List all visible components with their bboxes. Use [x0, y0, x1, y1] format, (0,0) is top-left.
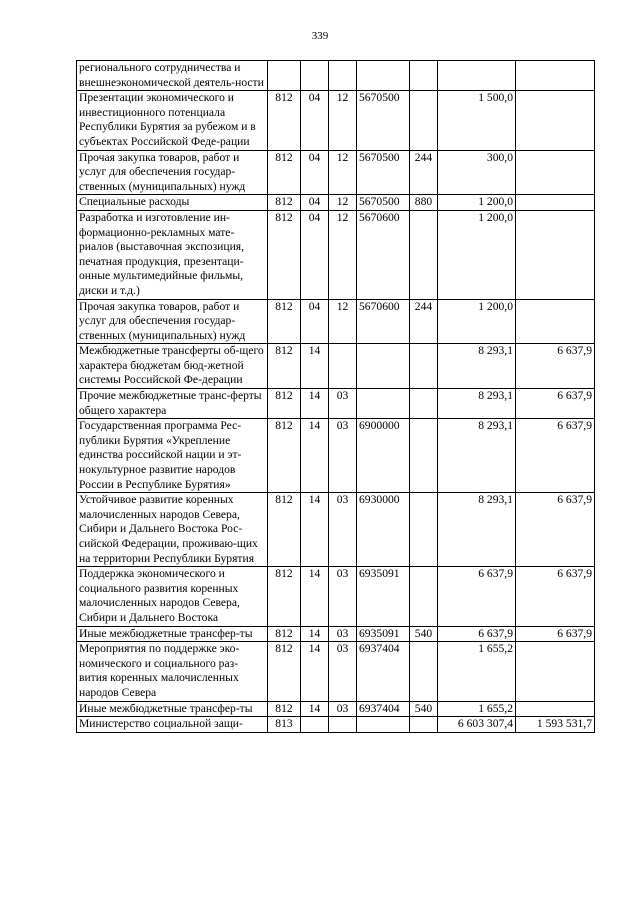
cell-target-article [357, 389, 410, 419]
cell-name: Иные межбюджетные трансфер-ты [77, 701, 268, 717]
table-row [77, 567, 595, 626]
table-row [77, 493, 595, 567]
cell-amount-total: 8 293,1 [438, 344, 516, 389]
table-row [77, 389, 595, 419]
cell-name: Государственная программа Рес-публики Бурятия «Укрепление единства российской нации и эт-нокультурное развитие народов России в Республике Бурятия» [77, 419, 268, 493]
cell-name: Разработка и изготовление ин-формационно-рекламных мате-риалов (выставочная экспозиция, печатная продукция, презентаци-онные мультимедийные фильмы, диски и т.д.) [77, 210, 268, 299]
cell-target-article: 5670600 [357, 210, 410, 299]
cell-amount-federal: 6 637,9 [516, 567, 595, 626]
cell-subsection-code: 03 [329, 567, 357, 626]
cell-amount-total: 6 637,9 [438, 567, 516, 626]
cell-target-article: 5670500 [357, 195, 410, 211]
cell-ministry-code: 812 [268, 210, 301, 299]
cell-subsection-code: 03 [329, 701, 357, 717]
cell-ministry-code [268, 61, 301, 91]
cell-name: Межбюджетные трансферты об-щего характера бюджетам бюд-жетной системы Российской Фе-дерации [77, 344, 268, 389]
cell-subsection-code: 03 [329, 419, 357, 493]
cell-subsection-code: 12 [329, 150, 357, 195]
cell-section-code: 14 [301, 626, 329, 642]
cell-target-article: 6935091 [357, 626, 410, 642]
cell-ministry-code: 812 [268, 567, 301, 626]
cell-ministry-code: 812 [268, 389, 301, 419]
table-row [77, 626, 595, 642]
cell-amount-total: 6 603 307,4 [438, 717, 516, 733]
cell-section-code: 04 [301, 210, 329, 299]
cell-subsection-code [329, 717, 357, 733]
cell-name: Прочая закупка товаров, работ и услуг для обеспечения государ-ственных (муниципальных) нужд [77, 299, 268, 344]
cell-amount-federal [516, 642, 595, 701]
cell-amount-total: 1 200,0 [438, 210, 516, 299]
cell-section-code: 14 [301, 389, 329, 419]
cell-expense-type [410, 344, 438, 389]
cell-section-code: 04 [301, 91, 329, 150]
cell-ministry-code: 813 [268, 717, 301, 733]
cell-target-article: 6900000 [357, 419, 410, 493]
cell-amount-federal: 6 637,9 [516, 344, 595, 389]
cell-subsection-code: 03 [329, 493, 357, 567]
table-row [77, 150, 595, 195]
cell-amount-total: 1 655,2 [438, 701, 516, 717]
cell-amount-federal: 1 593 531,7 [516, 717, 595, 733]
cell-amount-total: 1 200,0 [438, 195, 516, 211]
cell-section-code: 14 [301, 493, 329, 567]
cell-target-article: 5670600 [357, 299, 410, 344]
cell-amount-total [438, 61, 516, 91]
cell-target-article: 6930000 [357, 493, 410, 567]
cell-section-code: 14 [301, 419, 329, 493]
cell-section-code: 04 [301, 299, 329, 344]
cell-name: Иные межбюджетные трансфер-ты [77, 626, 268, 642]
cell-target-article: 5670500 [357, 91, 410, 150]
table-row [77, 344, 595, 389]
cell-amount-federal: 6 637,9 [516, 419, 595, 493]
cell-amount-federal [516, 61, 595, 91]
cell-section-code: 04 [301, 150, 329, 195]
cell-amount-total: 8 293,1 [438, 493, 516, 567]
cell-subsection-code: 12 [329, 210, 357, 299]
cell-section-code: 14 [301, 642, 329, 701]
cell-amount-federal [516, 701, 595, 717]
table-row [77, 61, 595, 91]
cell-expense-type [410, 567, 438, 626]
cell-target-article: 5670500 [357, 150, 410, 195]
cell-subsection-code [329, 61, 357, 91]
cell-name: Презентации экономического и инвестиционного потенциала Республики Бурятия за рубежом и в субъектах Российской Феде-рации [77, 91, 268, 150]
table-row [77, 210, 595, 299]
cell-section-code: 14 [301, 344, 329, 389]
cell-amount-total: 8 293,1 [438, 389, 516, 419]
cell-expense-type: 244 [410, 150, 438, 195]
cell-amount-total: 1 500,0 [438, 91, 516, 150]
cell-name: Специальные расходы [77, 195, 268, 211]
budget-table-body [77, 61, 595, 733]
cell-amount-total: 1 655,2 [438, 642, 516, 701]
cell-section-code: 14 [301, 701, 329, 717]
cell-expense-type: 540 [410, 626, 438, 642]
cell-subsection-code: 12 [329, 91, 357, 150]
cell-ministry-code: 812 [268, 701, 301, 717]
cell-amount-total: 1 200,0 [438, 299, 516, 344]
cell-section-code: 04 [301, 195, 329, 211]
cell-name: Прочие межбюджетные транс-ферты общего характера [77, 389, 268, 419]
cell-ministry-code: 812 [268, 419, 301, 493]
cell-expense-type [410, 717, 438, 733]
table-row [77, 419, 595, 493]
cell-section-code: 14 [301, 567, 329, 626]
cell-target-article: 6937404 [357, 701, 410, 717]
cell-subsection-code: 12 [329, 195, 357, 211]
cell-section-code [301, 717, 329, 733]
cell-amount-federal: 6 637,9 [516, 626, 595, 642]
cell-target-article [357, 344, 410, 389]
table-row [77, 717, 595, 733]
cell-name: Мероприятия по поддержке эко-номического и социального раз-вития коренных малочисленных народов Севера [77, 642, 268, 701]
cell-amount-federal: 6 637,9 [516, 493, 595, 567]
cell-target-article [357, 717, 410, 733]
table-row [77, 299, 595, 344]
cell-name: Устойчивое развитие коренных малочисленных народов Севера, Сибири и Дальнего Востока Рос-сийской Федерации, проживаю-щих на территории Республики Бурятия [77, 493, 268, 567]
cell-subsection-code: 12 [329, 299, 357, 344]
cell-amount-federal [516, 210, 595, 299]
cell-amount-total: 300,0 [438, 150, 516, 195]
cell-name: Поддержка экономического и социального развития коренных малочисленных народов Севера, Сибири и Дальнего Востока [77, 567, 268, 626]
table-row [77, 701, 595, 717]
cell-ministry-code: 812 [268, 299, 301, 344]
cell-expense-type: 540 [410, 701, 438, 717]
cell-target-article: 6935091 [357, 567, 410, 626]
cell-expense-type [410, 389, 438, 419]
cell-expense-type [410, 419, 438, 493]
table-row [77, 642, 595, 701]
cell-ministry-code: 812 [268, 91, 301, 150]
cell-expense-type [410, 210, 438, 299]
cell-amount-federal: 6 637,9 [516, 389, 595, 419]
cell-amount-total: 6 637,9 [438, 626, 516, 642]
cell-name: регионального сотрудничества и внешнеэкономической деятель-ности [77, 61, 268, 91]
cell-amount-federal [516, 299, 595, 344]
cell-subsection-code: 03 [329, 642, 357, 701]
cell-subsection-code [329, 344, 357, 389]
cell-target-article: 6937404 [357, 642, 410, 701]
cell-ministry-code: 812 [268, 493, 301, 567]
table-row [77, 91, 595, 150]
cell-ministry-code: 812 [268, 150, 301, 195]
budget-table [76, 60, 595, 733]
cell-expense-type [410, 493, 438, 567]
cell-amount-federal [516, 195, 595, 211]
cell-expense-type: 244 [410, 299, 438, 344]
cell-expense-type: 880 [410, 195, 438, 211]
cell-amount-total: 8 293,1 [438, 419, 516, 493]
cell-amount-federal [516, 91, 595, 150]
cell-section-code [301, 61, 329, 91]
cell-subsection-code: 03 [329, 626, 357, 642]
cell-amount-federal [516, 150, 595, 195]
cell-name: Прочая закупка товаров, работ и услуг для обеспечения государ-ственных (муниципальных) нужд [77, 150, 268, 195]
cell-name: Министерство социальной защи- [77, 717, 268, 733]
cell-expense-type [410, 91, 438, 150]
cell-target-article [357, 61, 410, 91]
cell-ministry-code: 812 [268, 642, 301, 701]
table-row [77, 195, 595, 211]
cell-ministry-code: 812 [268, 195, 301, 211]
cell-ministry-code: 812 [268, 344, 301, 389]
cell-subsection-code: 03 [329, 389, 357, 419]
cell-expense-type [410, 642, 438, 701]
cell-expense-type [410, 61, 438, 91]
cell-ministry-code: 812 [268, 626, 301, 642]
page-number: 339 [311, 30, 329, 42]
